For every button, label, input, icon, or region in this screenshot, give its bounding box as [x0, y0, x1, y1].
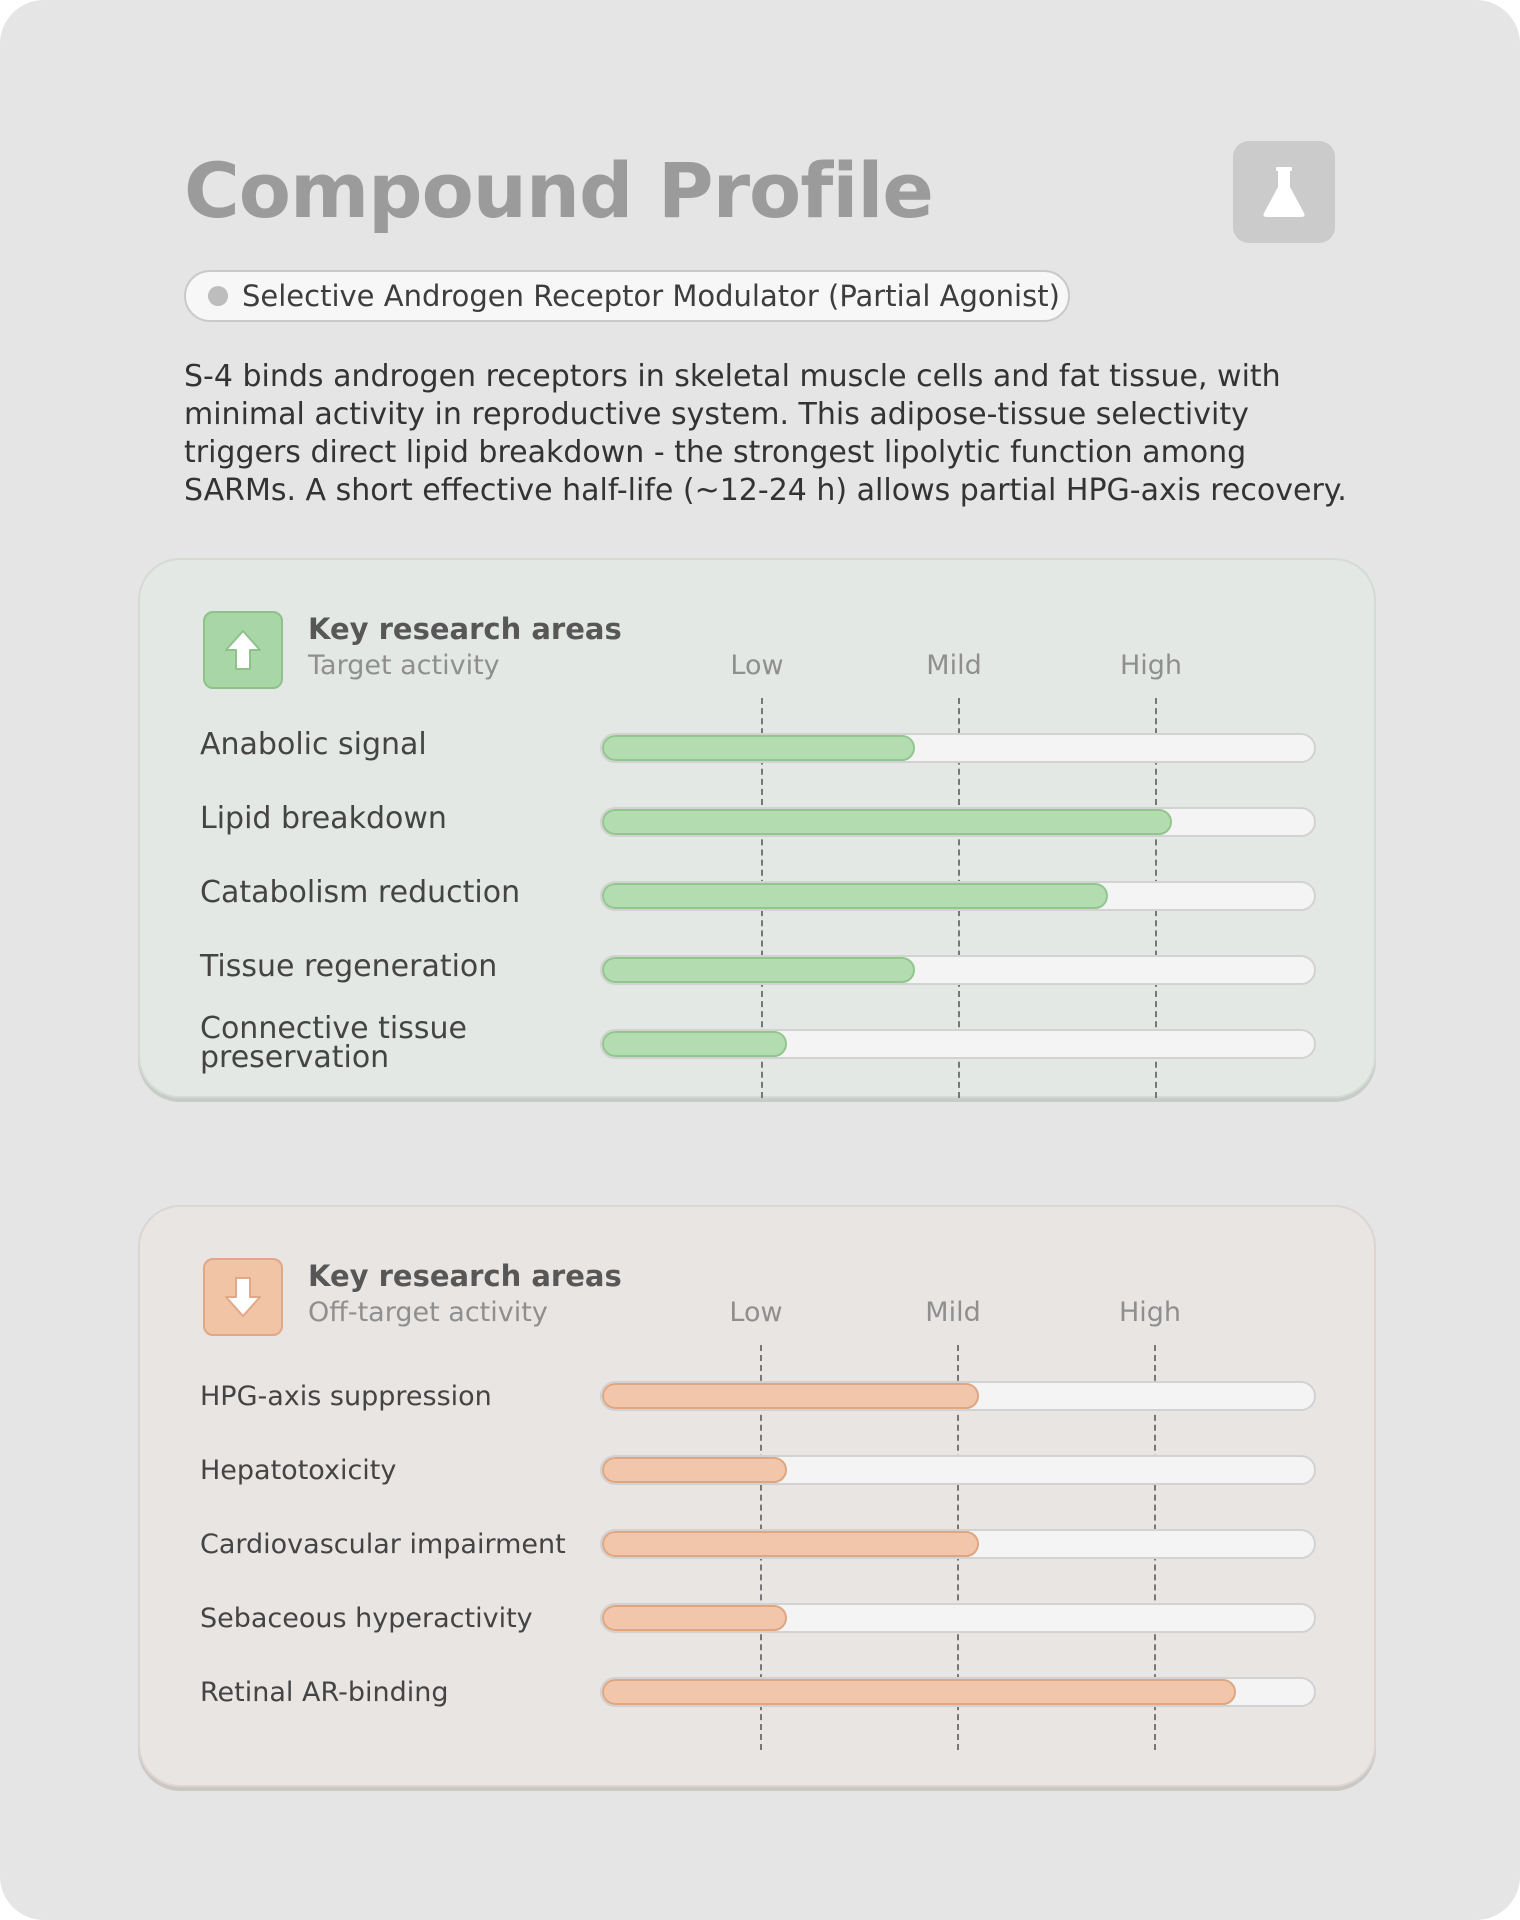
scale-label-low: Low	[730, 650, 784, 681]
activity-bar-lipid-breakdown	[600, 807, 1316, 837]
activity-bar-retinal-ar-binding	[600, 1677, 1316, 1707]
bar-fill	[602, 1605, 787, 1631]
page-title: Compound Profile	[184, 146, 933, 235]
bar-fill	[602, 957, 915, 983]
bar-fill	[602, 1531, 979, 1557]
activity-bar-anabolic-signal	[600, 733, 1316, 763]
scale-label-high: High	[1118, 1297, 1182, 1328]
activity-label-anabolic-signal: Anabolic signal	[200, 727, 427, 762]
offtarget-activity-panel	[138, 1205, 1376, 1787]
activity-label-cardiovascular-impairment: Cardiovascular impairment	[200, 1529, 566, 1560]
bar-fill	[602, 1383, 979, 1409]
activity-label-retinal-ar-binding: Retinal AR-binding	[200, 1677, 449, 1708]
arrow-up-icon	[203, 611, 283, 689]
activity-bar-cardiovascular-impairment	[600, 1529, 1316, 1559]
activity-label-connective-tissue-preservation: Connective tissue preservation	[200, 1011, 467, 1075]
activity-label-sebaceous-hyperactivity: Sebaceous hyperactivity	[200, 1603, 533, 1634]
class-badge	[184, 270, 1070, 322]
panel-heading: Key research areas	[308, 612, 622, 646]
activity-label-hpg-axis-suppression: HPG-axis suppression	[200, 1381, 492, 1412]
activity-label-tissue-regeneration: Tissue regeneration	[200, 949, 498, 984]
bar-fill	[602, 1031, 787, 1057]
scale-label-mild: Mild	[925, 1297, 981, 1328]
scale-label-high: High	[1119, 650, 1183, 681]
panel-subheading: Target activity	[308, 650, 500, 681]
flask-icon	[1233, 141, 1335, 243]
class-badge-label: Selective Androgen Receptor Modulator (Partial Agonist)	[242, 279, 1060, 313]
scale-label-low: Low	[729, 1297, 783, 1328]
bar-fill	[602, 809, 1172, 835]
activity-bar-connective-tissue-preservation	[600, 1029, 1316, 1059]
bar-fill	[602, 735, 915, 761]
target-activity-panel	[138, 558, 1376, 1098]
panel-heading: Key research areas	[308, 1259, 622, 1293]
activity-bar-catabolism-reduction	[600, 881, 1316, 911]
bar-fill	[602, 1457, 787, 1483]
arrow-down-icon	[203, 1258, 283, 1336]
compound-description: S-4 binds androgen receptors in skeletal muscle cells and fat tissue, with minimal activity in reproductive system. This adipose-tissue selectivity triggers direct lipid breakdown - the strongest lipolytic function among SARMs. A short effective half-life (~12-24 h) allows partial HPG-axis recovery.	[184, 359, 1347, 508]
activity-label-catabolism-reduction: Catabolism reduction	[200, 875, 521, 910]
bar-fill	[602, 1679, 1236, 1705]
activity-label-lipid-breakdown: Lipid breakdown	[200, 801, 447, 836]
status-dot	[208, 286, 228, 306]
activity-bar-tissue-regeneration	[600, 955, 1316, 985]
scale-label-mild: Mild	[926, 650, 982, 681]
panel-subheading: Off-target activity	[308, 1297, 548, 1328]
activity-label-hepatotoxicity: Hepatotoxicity	[200, 1455, 397, 1486]
activity-bar-hepatotoxicity	[600, 1455, 1316, 1485]
activity-bar-sebaceous-hyperactivity	[600, 1603, 1316, 1633]
activity-bar-hpg-axis-suppression	[600, 1381, 1316, 1411]
bar-fill	[602, 883, 1108, 909]
